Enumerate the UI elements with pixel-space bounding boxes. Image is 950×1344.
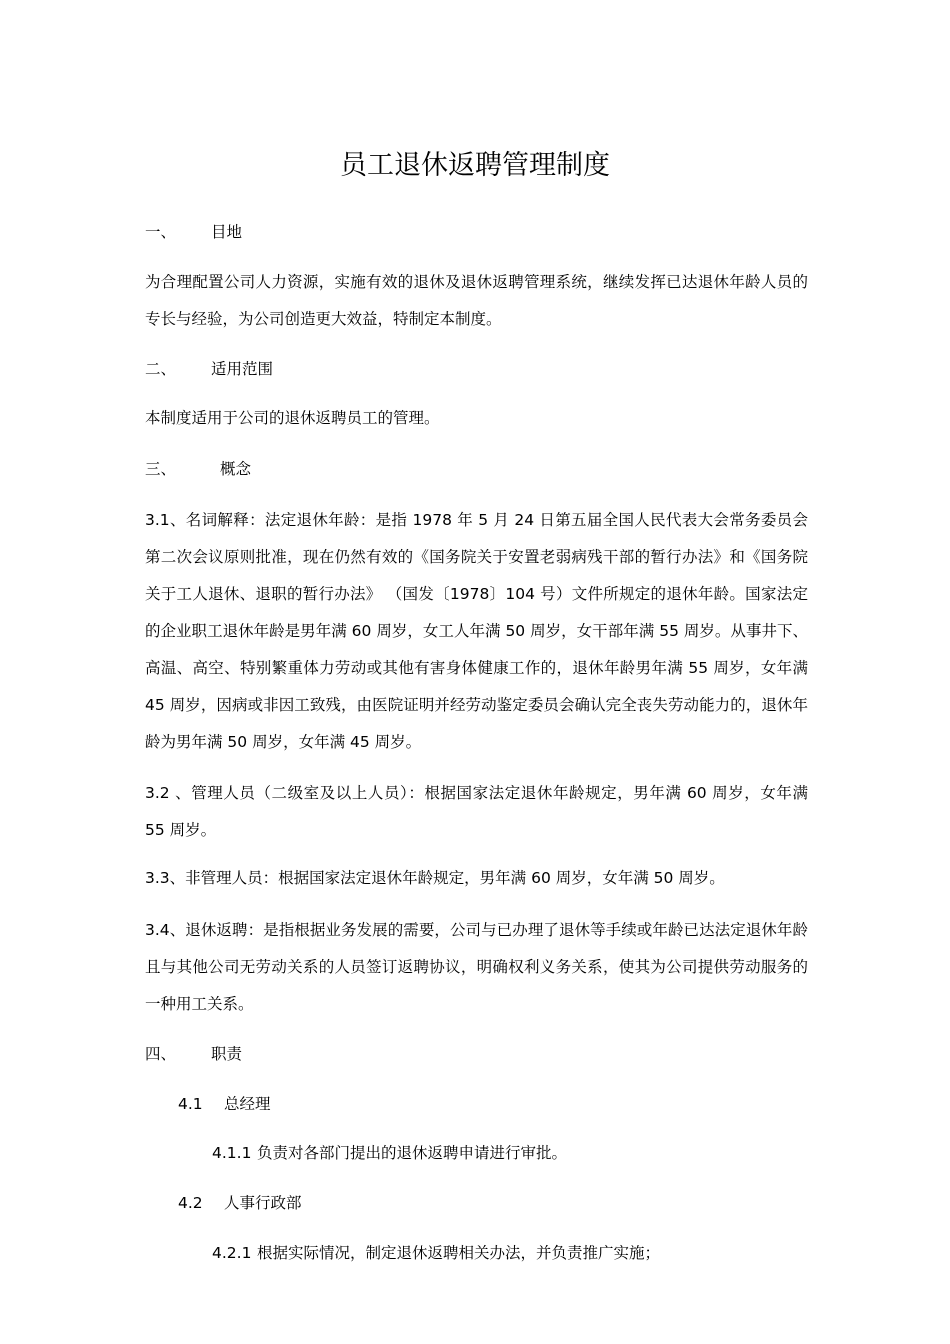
subsection-number: 4.2: [178, 1194, 203, 1212]
subsection-title: 总经理: [224, 1095, 271, 1113]
definition-paragraph: 3.3、非管理人员：根据国家法定退休年龄规定，男年满 60 周岁，女年满 50 周岁。: [145, 869, 725, 887]
subsection-heading: [178, 1092, 271, 1116]
section-title: 概念: [220, 460, 252, 478]
definition-paragraph: 3.4、退休返聘：是指根据业务发展的需要，公司与已办理了退休等手续或年龄已达法定退休年龄且与其他公司无劳动关系的人员签订返聘协议，明确权利义务关系，使其为公司提供劳动服务的一种用工关系。: [145, 921, 808, 1013]
section-title: 职责: [211, 1045, 243, 1063]
section-heading: [145, 457, 251, 481]
section-heading: [145, 1042, 242, 1066]
item-number: 4.1.1: [212, 1144, 252, 1162]
item-text: 负责对各部门提出的退休返聘申请进行审批。: [257, 1144, 568, 1162]
item-text: 根据实际情况，制定退休返聘相关办法，并负责推广实施；: [257, 1244, 661, 1262]
section-number: 三、: [145, 460, 177, 478]
section-heading: [145, 220, 242, 244]
subsection-heading: [178, 1191, 302, 1215]
section-number: 二、: [145, 360, 177, 378]
subsection-title: 人事行政部: [224, 1194, 302, 1212]
section-paragraph: 本制度适用于公司的退休返聘员工的管理。: [145, 409, 440, 427]
subsection-item: [212, 1141, 567, 1165]
document-title: 员工退休返聘管理制度: [340, 150, 610, 181]
subsection-item: [212, 1241, 660, 1265]
section-paragraph: 为合理配置公司人力资源，实施有效的退休及退休返聘管理系统，继续发挥已达退休年龄人员的专长与经验，为公司创造更大效益，特制定本制度。: [145, 273, 808, 328]
section-number: 一、: [145, 223, 177, 241]
section-heading: [145, 357, 273, 381]
item-number: 4.2.1: [212, 1244, 252, 1262]
section-number: 四、: [145, 1045, 177, 1063]
subsection-number: 4.1: [178, 1095, 203, 1113]
definition-paragraph: 3.1、名词解释：法定退休年龄：是指 1978 年 5 月 24 日第五届全国人民代表大会常务委员会第二次会议原则批准，现在仍然有效的《国务院关于安置老弱病残干部的暂行办法》和《国务院关于工人退休、退职的暂行办法》 （国发〔1978〕104 号）文件所规定的退休年龄。国家法定的企业职工退休年龄是男年满 60 周岁，女工人年满 50 周岁，女干部年满 55 周岁。从事井下、高温、高空、特别繁重体力劳动或其他有害身体健康工作的，退休年龄男年满 55 周岁，女年满 45 周岁，因病或非因工致残，由医院证明并经劳动鉴定委员会确认完全丧失劳动能力的，退休年龄为男年满 50 周岁，女年满 45 周岁。: [145, 511, 808, 751]
section-title: 目地: [211, 223, 243, 241]
definition-paragraph: 3.2 、管理人员（二级室及以上人员）：根据国家法定退休年龄规定，男年满 60 周岁，女年满 55 周岁。: [145, 784, 808, 839]
section-title: 适用范围: [211, 360, 274, 378]
